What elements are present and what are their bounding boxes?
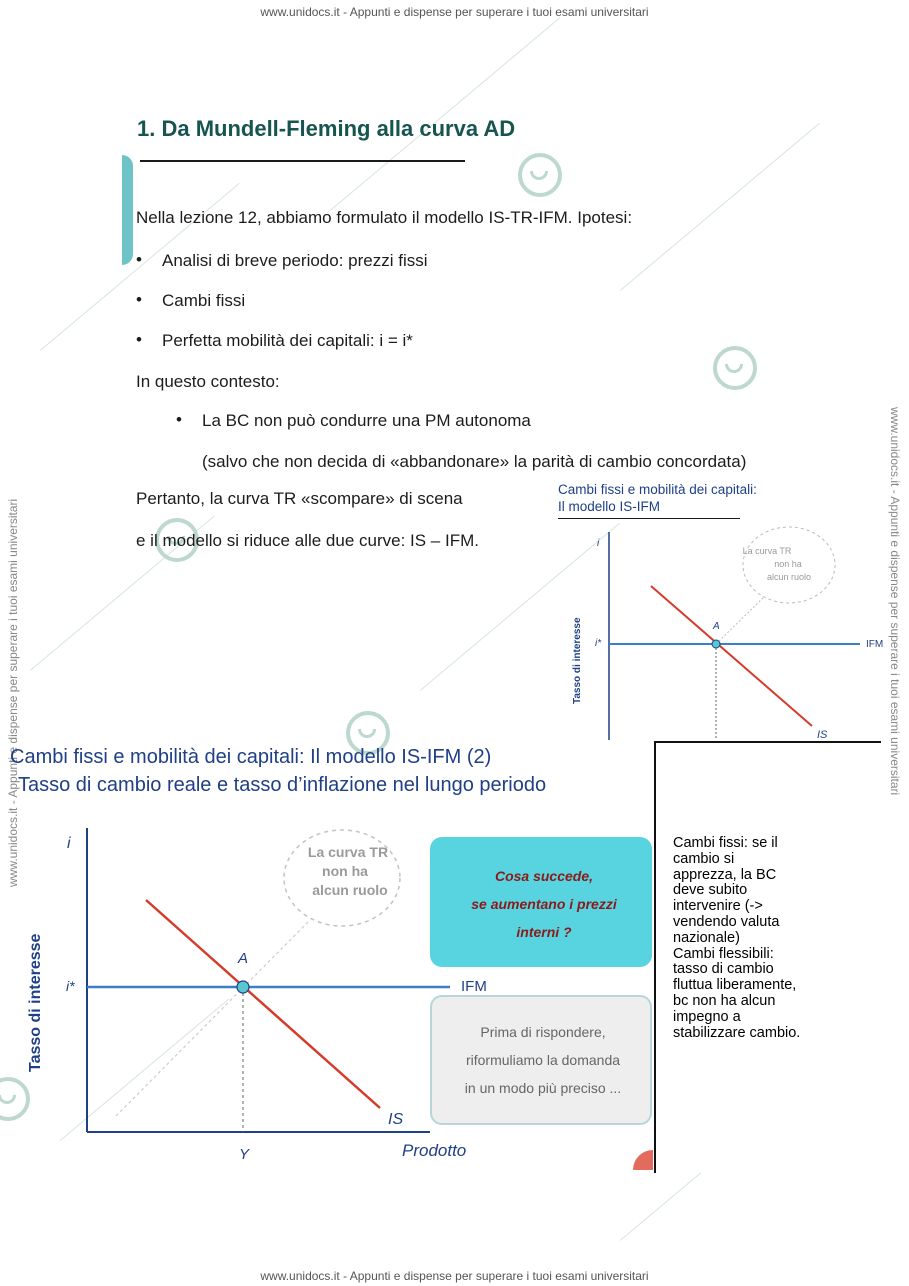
bullet-icon: • xyxy=(136,250,142,269)
large-istar-label: i* xyxy=(66,978,75,994)
question-text xyxy=(444,862,644,946)
question-line: interni ? xyxy=(516,924,572,940)
large-y-tick: Y xyxy=(239,1146,250,1163)
slide-corner-accent xyxy=(633,1150,653,1170)
large-y-symbol: i xyxy=(67,835,71,852)
small-chart xyxy=(560,528,900,768)
large-ifm-label: IFM xyxy=(461,978,487,995)
slide2-subtitle: Tasso di cambio reale e tasso d’inflazione nel lungo periodo xyxy=(18,774,547,796)
answer-line: in un modo più preciso ... xyxy=(464,1080,622,1096)
note-line: nazionale) xyxy=(673,929,740,946)
small-is-line xyxy=(651,586,812,726)
page-title: 1. Da Mundell-Fleming alla curva AD xyxy=(137,116,516,141)
note-line: tasso di cambio xyxy=(673,961,774,978)
note-line: bc non ha alcun xyxy=(673,992,776,1009)
note-line: apprezza, la BC xyxy=(673,866,777,883)
note-line: impegno a xyxy=(673,1008,741,1025)
watermark-logo-icon xyxy=(713,346,757,390)
watermark-bottom[interactable]: www.unidocs.it - Appunti e dispense per superare i tuoi esami universitari xyxy=(260,1269,649,1283)
small-y-symbol: i xyxy=(597,538,600,549)
large-is-line xyxy=(146,900,380,1108)
note-line: Cambi flessibili: xyxy=(673,945,774,962)
small-equilibrium-point xyxy=(712,640,720,648)
small-bubble-line: La curva TR xyxy=(742,546,792,556)
sub-bullet: La BC non può condurre una PM autonoma xyxy=(202,411,531,430)
watermark-left: www.unidocs.it - Appunti e dispense per superare i tuoi esami universitari xyxy=(6,498,20,887)
large-is-label: IS xyxy=(388,1111,404,1128)
bullet-icon: • xyxy=(176,410,182,429)
conclusion-text: Pertanto, la curva TR «scompare» di scena xyxy=(136,489,463,508)
small-chart-title-line: Il modello IS-IFM xyxy=(558,499,661,514)
context-text: In questo contesto: xyxy=(136,372,280,391)
large-bubble-line: La curva TR xyxy=(307,844,389,860)
note-line: stabilizzare cambio. xyxy=(673,1024,801,1041)
large-bubble-line: non ha xyxy=(322,863,368,879)
bullet-icon: • xyxy=(136,330,142,349)
title-underline xyxy=(140,160,465,162)
bullet-item: Analisi di breve periodo: prezzi fissi xyxy=(162,251,428,270)
large-xlabel: Prodotto xyxy=(402,1141,467,1160)
question-line: Cosa succede, xyxy=(494,868,594,884)
small-chart-title xyxy=(558,481,757,515)
intro-text: Nella lezione 12, abbiamo formulato il modello IS-TR-IFM. Ipotesi: xyxy=(136,208,633,227)
watermark-right: www.unidocs.it - Appunti e dispense per superare i tuoi esami universitari xyxy=(888,407,902,796)
bullet-item: Perfetta mobilità dei capitali: i = i* xyxy=(162,331,413,350)
small-ylabel: Tasso di interesse xyxy=(572,617,583,704)
large-point-label: A xyxy=(238,950,249,967)
note-text[interactable] xyxy=(673,836,843,1041)
small-is-label: IS xyxy=(817,729,828,741)
small-chart-title-line: Cambi fissi e mobilità dei capitali: xyxy=(558,482,757,497)
large-bubble-pointer xyxy=(116,920,310,1116)
note-line: cambio si xyxy=(673,850,735,867)
title-accent-bar xyxy=(122,155,133,265)
note-line: Cambi fissi: se il xyxy=(673,835,778,851)
sub-note: (salvo che non decida di «abbandonare» la parità di cambio concordata) xyxy=(202,452,747,471)
large-ylabel: Tasso di interesse xyxy=(27,933,44,1072)
slide2-title: Cambi fissi e mobilità dei capitali: Il modello IS-IFM (2) xyxy=(10,746,492,768)
answer-line: riformuliamo la domanda xyxy=(465,1052,621,1068)
bullet-item: Cambi fissi xyxy=(162,291,246,310)
large-chart xyxy=(20,820,487,1165)
large-bubble-line: alcun ruolo xyxy=(312,882,388,898)
note-line: fluttua liberamente, xyxy=(673,977,797,994)
small-istar-label: i* xyxy=(595,638,602,649)
watermark-top[interactable]: www.unidocs.it - Appunti e dispense per superare i tuoi esami universitari xyxy=(260,5,649,19)
note-line: vendendo valuta xyxy=(673,913,780,930)
answer-text xyxy=(438,1018,648,1102)
large-equilibrium-point xyxy=(237,981,249,993)
small-bubble-pointer xyxy=(716,596,765,644)
note-line: intervenire (-> xyxy=(673,898,763,915)
bullet-icon: • xyxy=(136,290,142,309)
answer-line: Prima di rispondere, xyxy=(480,1024,606,1040)
conclusion-text: e il modello si riduce alle due curve: IS – IFM. xyxy=(136,531,479,550)
small-chart-title-rule xyxy=(558,518,740,519)
small-bubble-line: alcun ruolo xyxy=(766,572,812,582)
question-line: se aumentano i prezzi xyxy=(471,896,617,912)
small-ifm-label: IFM xyxy=(866,639,884,650)
note-line: deve subito xyxy=(673,882,748,899)
watermark-logo-icon xyxy=(518,153,562,197)
small-bubble-line: non ha xyxy=(774,559,802,569)
small-point-label: A xyxy=(713,621,720,632)
